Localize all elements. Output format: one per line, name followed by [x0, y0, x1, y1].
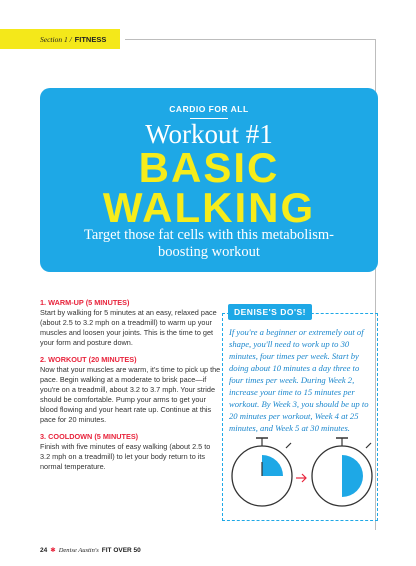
- hero-kicker: CARDIO FOR ALL: [169, 104, 249, 114]
- step-body: Finish with five minutes of easy walking (about 2.5 to 3.2 mph on a treadmill) to let your body return to its normal temperature.: [40, 442, 211, 471]
- section-label: Section 1 /: [40, 34, 72, 44]
- dos-badge: DENISE'S DO'S!: [228, 304, 312, 320]
- step-number: 1.: [40, 298, 47, 307]
- hero-workout-number: Workout #1: [145, 119, 273, 149]
- page-number: 24: [40, 546, 48, 554]
- stopwatch-illustration: [226, 428, 378, 514]
- step-title: WORKOUT (20 MINUTES): [48, 355, 137, 364]
- stopwatch-start-icon: [232, 438, 292, 506]
- hero-banner: [40, 88, 378, 272]
- step-title: WARM-UP (5 MINUTES): [48, 298, 130, 307]
- steps-column: [40, 298, 222, 479]
- header-rule: [125, 39, 375, 40]
- section-name: FITNESS: [74, 34, 107, 44]
- footer-brand: Denise Austin's: [58, 546, 99, 554]
- hero-subtitle: Target those fat cells with this metabolism-boosting workout: [84, 227, 334, 260]
- star-icon: ✱: [50, 547, 56, 554]
- step-cooldown: [40, 432, 222, 472]
- step-workout: [40, 355, 222, 425]
- dos-text: If you're a beginner or extremely out of shape, you'll need to work up to 30 minutes, four times per week. Start by doing about 10 minutes a day three to four times per week. During Week 2, increase your time to 15 minutes per workout. By Week 3, you should be up to 20 minutes per workout, Week 4 at 25 minutes, and Week 5 at 30 minutes.: [229, 327, 369, 433]
- step-heading: [40, 432, 222, 442]
- step-heading: [40, 298, 222, 308]
- step-title: COOLDOWN (5 MINUTES): [48, 432, 139, 441]
- section-tab: [0, 29, 120, 49]
- hero-title-line1: BASIC: [138, 144, 280, 191]
- step-heading: [40, 355, 222, 365]
- step-number: 2.: [40, 355, 47, 364]
- footer-brand-title: FIT OVER 50: [101, 546, 141, 554]
- step-body: Start by walking for 5 minutes at an easy, relaxed pace (about 2.5 to 3.2 mph on a treadmill) to warm up your muscles and loosen your joints. This is the time to get your form and posture down.: [40, 308, 217, 347]
- hero-title-line2: WALKING: [102, 184, 316, 231]
- step-body: Now that your muscles are warm, it's time to pick up the pace. Begin walking at a moderate to brisk pace—if you're on a treadmill, about 3.2 to 3.7 mph. Your stride should be comfortable. Pump your arms to get your blood flowing and your heart rate up. Continue at this pace for 20 minutes.: [40, 365, 221, 424]
- step-warmup: [40, 298, 222, 348]
- step-number: 3.: [40, 432, 47, 441]
- arrow-icon: [296, 474, 306, 482]
- stopwatch-end-icon: [312, 438, 372, 506]
- page-footer: [40, 546, 141, 554]
